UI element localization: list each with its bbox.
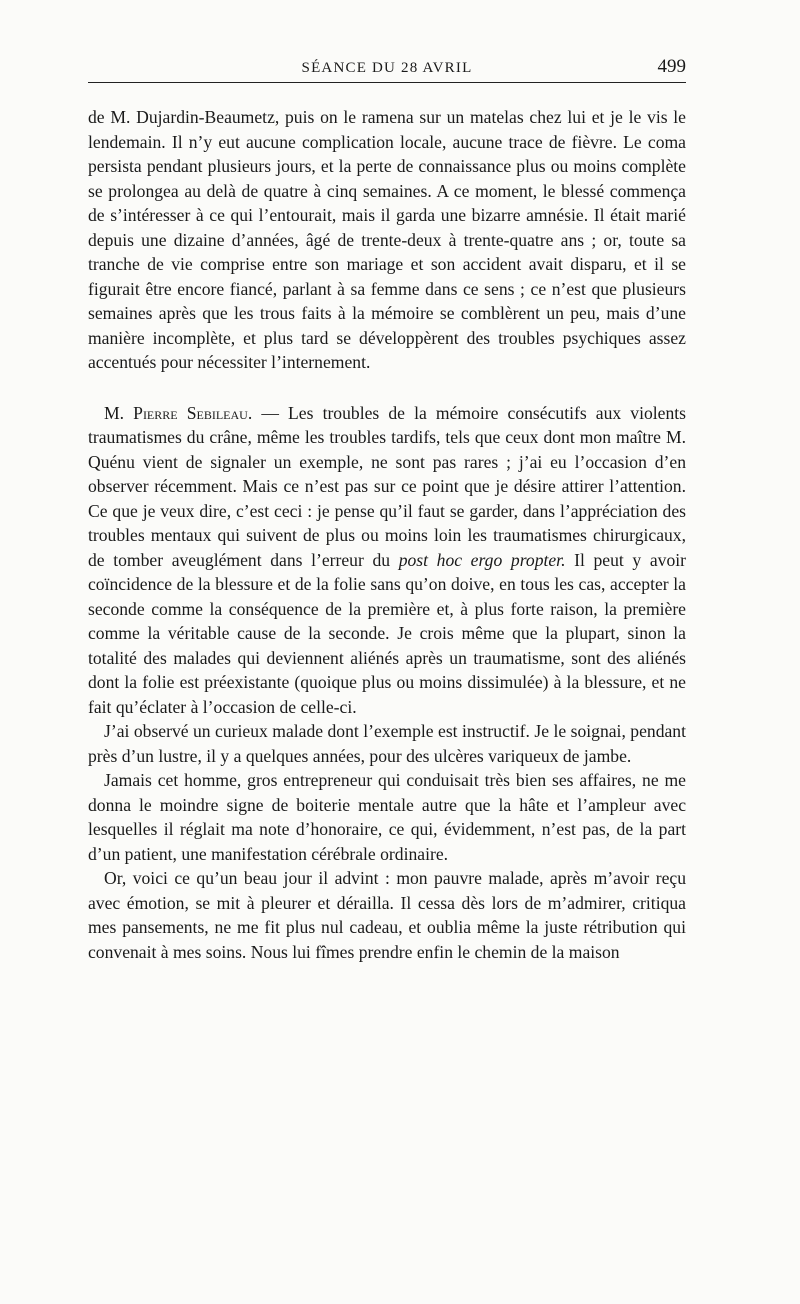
latin-phrase: post hoc ergo propter. — [398, 549, 566, 570]
paragraph-text-before: — Les troubles de la mémoire consécutifs aux violents traumatismes du crâne, même les troubles tardifs, tels que ceux dont mon maître M. Quénu vient de signaler un exemple, ne sont pas rares ; j’ai eu l’occasion d’en observer récemment. Mais ce n’est pas sur ce point que je désire attirer l’attention. Ce que je veux dire, c’est ceci : je pense qu’il faut se garder, dans l’appréciation des troubles mentaux qui suivent de plus ou moins loin les traumatismes chirurgicaux, de tomber aveuglément dans l’erreur du — [88, 402, 687, 570]
speaker-name: M. Pierre Sebileau. — [104, 402, 253, 423]
paragraph-entrepreneur: Jamais cet homme, gros entrepreneur qui conduisait très bien ses affaires, ne me donna le moindre signe de boiterie mentale autre que la hâte et l’ampleur avec lesquelles il réglait ma note d’honoraire, ce qui, évidemment, n’est pas, de la part d’un patient, une manifestation cérébrale ordinaire. — [88, 770, 686, 864]
paragraph-observation: J’ai observé un curieux malade dont l’exemple est instructif. Je le soignai, pendant près d’un lustre, il y a quelques années, pour des ulcères variqueux de jambe. — [88, 721, 686, 766]
page-number: 499 — [657, 56, 686, 77]
paragraph-incident: Or, voici ce qu’un beau jour il advint : mon pauvre malade, après m’avoir reçu avec émotion, se mit à pleurer et dérailla. Il cessa dès lors de m’admirer, critiqua mes pansements, ne me fit plus nul cadeau, et oublia même la juste rétribution qui convenait à mes soins. Nous lui fîmes prendre enfin le chemin de la maison — [88, 868, 686, 962]
body-text — [88, 105, 686, 964]
page-header — [88, 52, 686, 83]
running-title: SÉANCE DU 28 AVRIL — [301, 60, 473, 76]
paragraph-text-after: Il peut y avoir coïncidence de la blessure et de la folie sans qu’on doive, en tous les cas, accepter la seconde comme la conséquence de la première et, à plus forte raison, la première comme la véritable cause de la seconde. Je crois même que la plupart, sinon la totalité des malades qui deviennent aliénés après un traumatisme, sont des aliénés dont la folie est préexistante (quoique plus ou moins dissimulée) à la blessure, et ne fait qu’éclater à l’occasion de celle-ci. — [88, 549, 686, 717]
page — [88, 52, 686, 964]
paragraph-continuation: de M. Dujardin-Beaumetz, puis on le ramena sur un matelas chez lui et je le vis le lendemain. Il n’y eut aucune complication locale, aucune trace de fièvre. Le coma persista pendant plusieurs jours, et la perte de connaissance plus ou moins complète se prolongea au delà de quatre à cinq semaines. A ce moment, le blessé commença de s’intéresser à ce qui l’entourait, mais il garda une bizarre amnésie. Il était marié depuis une dizaine d’années, âgé de trente-deux à trente-quatre ans ; or, toute sa tranche de vie comprise entre son mariage et son accident avait disparu, et il se figurait être encore fiancé, parlant à sa femme dans ce sens ; ce n’est que plusieurs semaines après que les trous faits à la mémoire se comblèrent un peu, mais d’une manière incomplète, et plus tard se développèrent des troubles psychiques assez accentués pour nécessiter l’internement. — [88, 107, 686, 372]
paragraph-sebileau — [88, 401, 686, 720]
